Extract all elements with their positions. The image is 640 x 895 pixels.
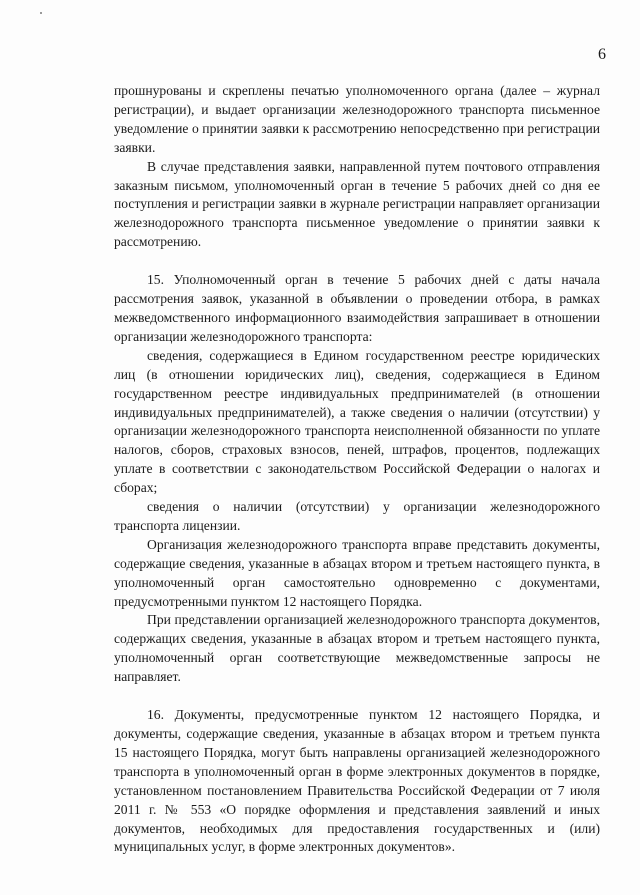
paragraph: В случае представления заявки, направленной путем почтового отправления заказным письмом, уполномоченный орган в течение 5 рабочих дней со дня ее поступления и регистрации заявки в журнале регистрации направляет организации железнодорожного транспорта письменное уведомление о принятии заявки к рассмотрению.	[114, 158, 600, 250]
paragraph-section-16: 16. Документы, предусмотренные пунктом 12 настоящего Порядка, и документы, содержащие сведения, указанные в абзацах втором и третьем пункта 15 настоящего Порядка, могут быть направлены организацией железнодорожного транспорта в уполномоченный орган в форме электронных документов в порядке, установленном постановлением Правительства Российской Федерации от 7 июля 2011 г. № 553 «О порядке оформления и представления заявлений и иных документов, необходимых для предоставления государственных и (или) муниципальных услуг, в форме электронных документов».	[114, 707, 600, 855]
scan-speck	[40, 12, 42, 14]
paragraph-section-15: 15. Уполномоченный орган в течение 5 рабочих дней с даты начала рассмотрения заявок, указанной в объявлении о проведении отбора, в рамках межведомственного информационного взаимодействия запрашивает в отношении организации железнодорожного транспорта:	[114, 272, 600, 344]
paragraph: При представлении организацией железнодорожного транспорта документов, содержащих сведения, указанные в абзацах втором и третьем настоящего пункта, уполномоченный орган соответствующие межведомственные запросы не направляет.	[114, 612, 600, 685]
body-text	[114, 82, 600, 857]
paragraph: сведения о наличии (отсутствии) у организации железнодорожного транспорта лицензии.	[114, 499, 600, 533]
page-number: 6	[598, 46, 606, 63]
paragraph: Организация железнодорожного транспорта вправе представить документы, содержащие сведения, указанные в абзацах втором и третьем настоящего пункта, в уполномоченный орган самостоятельно одновременно с документами, предусмотренными пунктом 12 настоящего Порядка.	[114, 536, 600, 609]
paragraph: сведения, содержащиеся в Едином государственном реестре юридических лиц (в отношении юридических лиц), сведения, содержащиеся в Едином государственном реестре индивидуальных предпринимателей (в отношении индивидуальных предпринимателей), а также сведения о наличии (отсутствии) у организации железнодорожного транспорта неисполненной обязанности по уплате налогов, сборов, страховых взносов, пеней, штрафов, процентов, подлежащих уплате в соответствии с законодательством Российской Федерации о налогах и сборах;	[114, 347, 600, 496]
paragraph: прошнурованы и скреплены печатью уполномоченного органа (далее – журнал регистрации), и выдает организации железнодорожного транспорта письменное уведомление о принятии заявки к рассмотрению непосредственно при регистрации заявки.	[114, 83, 600, 155]
